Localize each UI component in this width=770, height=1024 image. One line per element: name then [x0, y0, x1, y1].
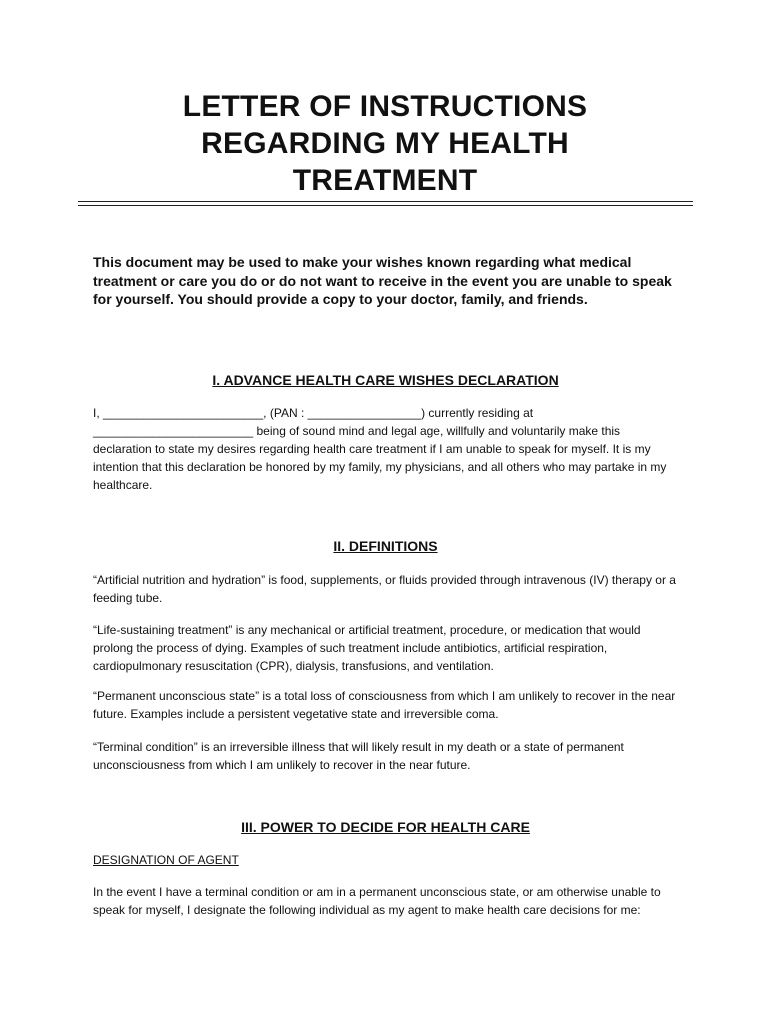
title-divider-top: [78, 201, 693, 202]
section-2-heading: II. DEFINITIONS: [333, 538, 438, 554]
section-1-declaration: I, ________________________, (PAN : _________________) currently residing at ________________________ being of sound mind and legal age, willfully and voluntarily make this declaration to state my desires regarding health care treatment if I am unable to speak for myself. It is my intention that this declaration be honored by my family, my physicians, and all others who may partake in my healthcare.: [93, 406, 667, 492]
title-line-1: LETTER OF INSTRUCTIONS: [182, 90, 588, 123]
definition-artificial-nutrition: “Artificial nutrition and hydration” is food, supplements, or fluids provided through intravenous (IV) therapy or a feeding tube.: [93, 573, 676, 605]
intro-paragraph: This document may be used to make your wishes known regarding what medical treatment or care you do or do not want to receive in the event you are unable to speak for yourself. You should provide a copy to your doctor, family, and friends.: [93, 254, 672, 307]
section-3-heading: III. POWER TO DECIDE FOR HEALTH CARE: [241, 819, 530, 835]
definition-permanent-unconscious-state: “Permanent unconscious state” is a total loss of consciousness from which I am unlikely to recover in the near future. Examples include a persistent vegetative state and irreversible coma.: [93, 689, 676, 721]
section-1-heading: I. ADVANCE HEALTH CARE WISHES DECLARATION: [212, 372, 559, 388]
title-line-2: REGARDING MY HEALTH: [201, 127, 569, 160]
definition-life-sustaining-treatment: “Life-sustaining treatment” is any mechanical or artificial treatment, procedure, or medication that would prolong the process of dying. Examples of such treatment include antibiotics, artificial respiration, cardiopulmonary resuscitation (CPR), dialysis, transfusions, and ventilation.: [93, 623, 641, 673]
designation-of-agent-subheading: DESIGNATION OF AGENT: [93, 853, 239, 867]
definition-terminal-condition: “Terminal condition” is an irreversible illness that will likely result in my death or a state of permanent unconsciousness from which I am unlikely to recover in the near future.: [93, 740, 624, 772]
title-line-3: TREATMENT: [292, 164, 478, 197]
section-3-body: In the event I have a terminal condition or am in a permanent unconscious state, or am otherwise unable to speak for myself, I designate the following individual as my agent to make health care decisions for me:: [93, 885, 661, 917]
title-divider-bottom: [78, 205, 693, 206]
document-title: [80, 88, 690, 199]
